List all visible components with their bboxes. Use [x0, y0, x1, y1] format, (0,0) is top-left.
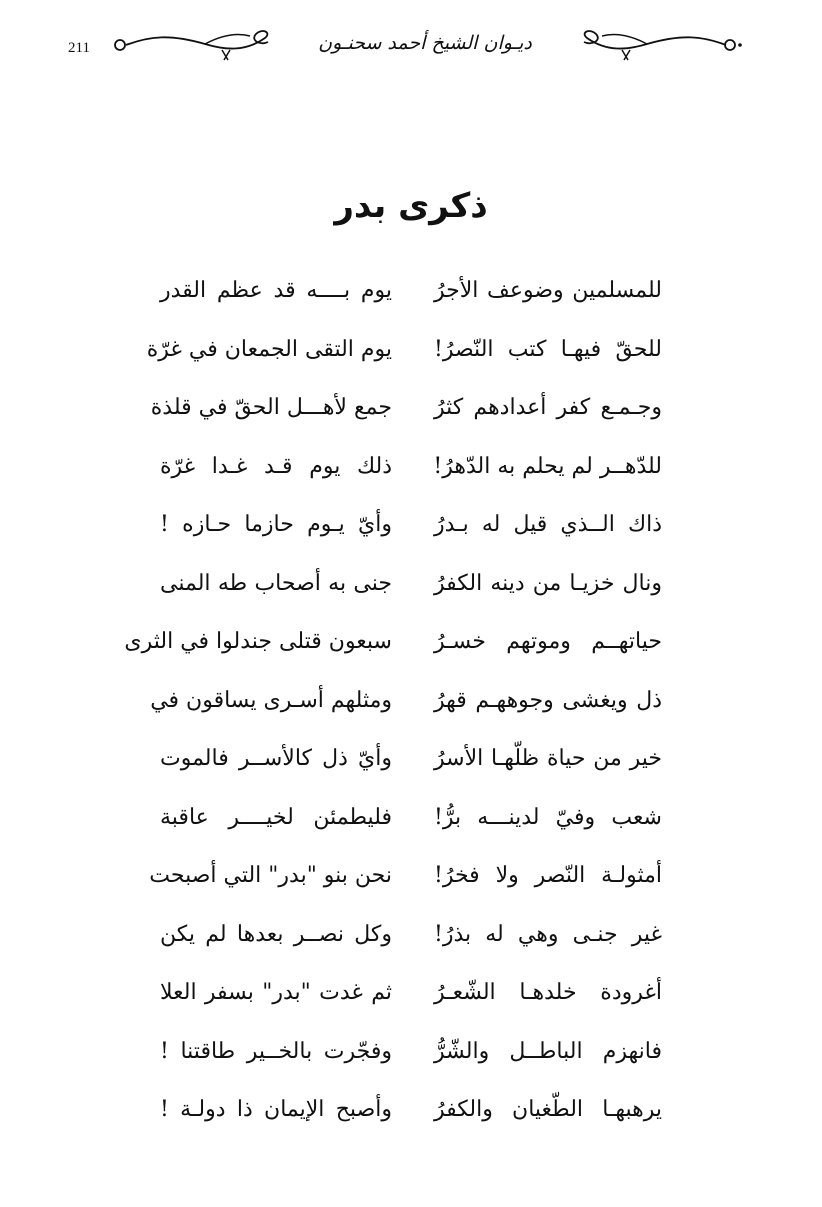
header-title: ديـوان الشيخ أحمد سحنـون [318, 32, 532, 54]
verse [0, 571, 822, 630]
verse-first-hemistich: ثم غدت "بدر" بسفر العلا [160, 980, 392, 1005]
verse [0, 980, 822, 1039]
verse [0, 337, 822, 396]
verse-second-hemistich: ذل ويغشى وجوههـم قهرُ [434, 687, 662, 713]
verse-first-hemistich: يوم التقى الجمعان في غرّة [146, 336, 392, 362]
verse [0, 746, 822, 805]
verse-first-hemistich: ومثلهم أسـرى يساقون في [150, 687, 392, 713]
verse-second-hemistich: حياتهــم وموتهم خسـرُ [434, 629, 662, 654]
verse [0, 863, 822, 922]
verse-first-hemistich: نحن بنو "بدر" التي أصبحت [149, 863, 392, 888]
verse [0, 922, 822, 981]
ornament-right-icon [572, 26, 742, 66]
verse [0, 1039, 822, 1098]
verse-second-hemistich: ذاك الــذي قيل له بـدرُ [434, 512, 662, 537]
page-header [0, 0, 822, 90]
verse-second-hemistich: وجـمـع كفر أعدادهم كثرُ [434, 395, 662, 420]
verse [0, 395, 822, 454]
verse-first-hemistich: وأصبح الإيمان ذا دولـة ! [160, 1097, 392, 1122]
verse-second-hemistich: للمسلمين وضوعف الأجرُ [434, 278, 662, 303]
verse-second-hemistich: للحقّ فيهـا كتب النّصرُ! [434, 336, 662, 362]
verse-first-hemistich: سبعون قتلى جندلوا في الثرى [124, 629, 392, 654]
verse-second-hemistich: خير من حياة ظلّهـا الأسرُ [434, 746, 662, 771]
verse-first-hemistich: وأيّ ذل كالأســر فالموت [160, 746, 392, 771]
poem-title: ذكرى بدر [334, 186, 488, 226]
verse-first-hemistich: وأيّ يـوم حازما حـازه ! [160, 512, 392, 537]
poem-body [0, 278, 822, 1156]
verse-second-hemistich: ونال خزيـا من دينه الكفرُ [434, 570, 662, 596]
verse-first-hemistich: يوم بــــه قد عظم القدر [160, 278, 392, 303]
verse-first-hemistich: وفجّرت بالخــير طاقتنا ! [160, 1038, 392, 1064]
verse-first-hemistich: ذلك يوم قـد غـدا غرّة [160, 453, 392, 479]
verse [0, 805, 822, 864]
verse [0, 1097, 822, 1156]
verse-second-hemistich: أمثولـة النّصر ولا فخرُ! [434, 863, 662, 888]
verse-second-hemistich: غير جنـى وهي له بذرُ! [434, 921, 662, 947]
verse-first-hemistich: جمع لأهـــل الحقّ في قلذة [150, 395, 392, 420]
verse [0, 512, 822, 571]
verse-first-hemistich: فليطمئن لخيــــر عاقبة [160, 804, 392, 830]
verse-second-hemistich: يرهبهـا الطّغيان والكفرُ [434, 1097, 662, 1122]
verse [0, 688, 822, 747]
verse-second-hemistich: للدّهــر لم يحلم به الدّهرُ! [433, 453, 662, 479]
ornament-left-icon [110, 26, 280, 66]
verse-first-hemistich: وكل نصــر بعدها لم يكن [160, 921, 392, 947]
verse [0, 454, 822, 513]
verse [0, 629, 822, 688]
verse-second-hemistich: شعب وفيّ لدينـــه برُّ! [434, 804, 662, 830]
page-number: 211 [68, 40, 90, 56]
verse-first-hemistich: جنى به أصحاب طه المنى [160, 570, 392, 596]
verse-second-hemistich: فانهزم الباطــل والشّرُّ [434, 1038, 662, 1064]
verse-second-hemistich: أغرودة خلدهـا الشّعـرُ [434, 980, 662, 1005]
verse [0, 278, 822, 337]
